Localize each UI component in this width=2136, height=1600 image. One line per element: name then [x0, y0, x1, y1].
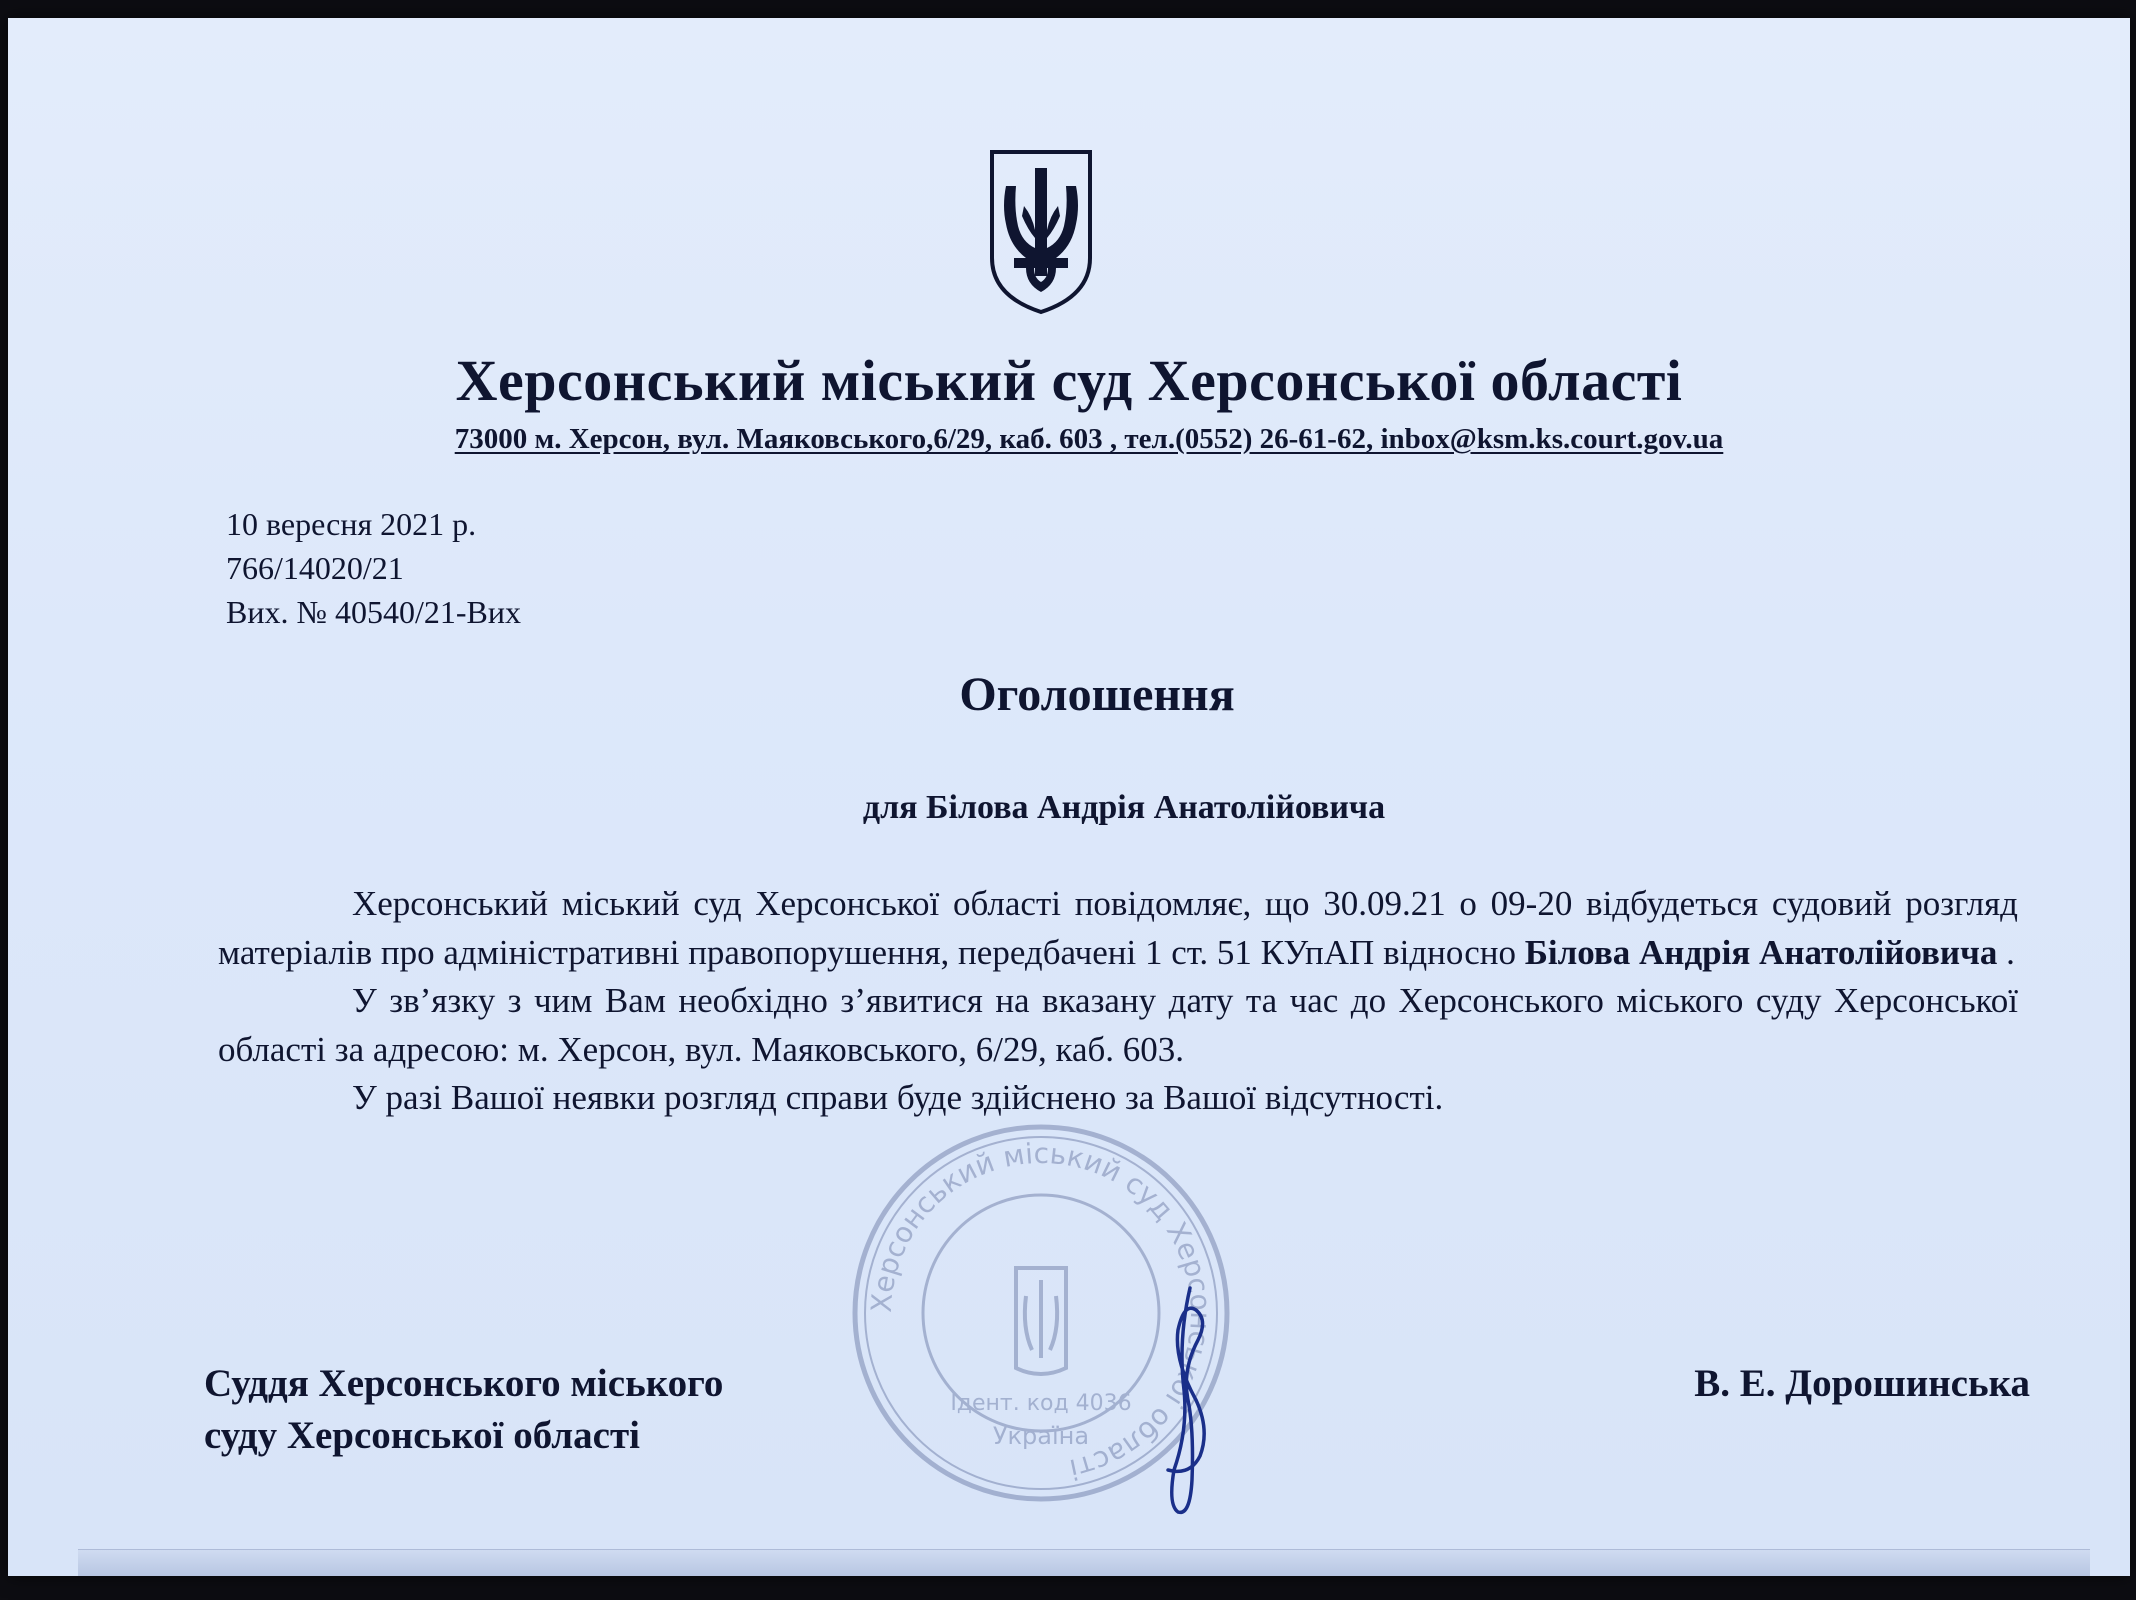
- paragraph-1-text: Херсонський міський суд Херсонської області повідомляє, що 30.09.21 о 09-20 відбудеться судовий розгляд матеріалів про адміністративні правопорушення, передбачені 1 ст. 51 КУпАП відносно: [218, 884, 2018, 972]
- stamp-inner-text: Ідент. код 4036: [950, 1391, 1132, 1416]
- notice-paragraph-3: У разі Вашої неявки розгляд справи буде здійснено за Вашої відсутності.: [352, 1078, 1444, 1117]
- signer-position-line-1: Суддя Херсонського міського: [204, 1362, 724, 1405]
- outgoing-number: Вих. № 40540/21-Вих: [226, 594, 522, 630]
- court-address-line: 73000 м. Херсон, вул. Маяковського,6/29, каб. 603 , тел.(0552) 26-61-62, inbox@ksm.ks.court.gov.ua: [454, 423, 1724, 455]
- notice-title: Оголошення: [959, 668, 1235, 721]
- notice-paragraph-1: [218, 880, 2018, 977]
- court-name-heading: Херсонський міський суд Херсонської області: [455, 348, 1683, 413]
- notice-paragraph-2: У зв’язку з чим Вам необхідно з’явитися на вказану дату та час до Херсонського міського суду Херсонської області за адресою: м. Херсон, вул. Маяковського, 6/29, каб. 603.: [218, 981, 2018, 1069]
- paper-stack-edge: [78, 1549, 2090, 1576]
- document-date: 10 вересня 2021 р.: [226, 506, 477, 542]
- document-meta: [226, 502, 521, 634]
- judge-name: В. Е. Дорошинська: [1694, 1362, 2030, 1405]
- paragraph-1-person-name: Білова Андрія Анатолійовича: [1524, 932, 1998, 972]
- paragraph-1-end: .: [1997, 932, 2015, 972]
- stamp-ring-text: Херсонський міський суд Херсонської області: [864, 1136, 1218, 1487]
- notice-addressee: для Білова Андрія Анатолійовича: [862, 789, 1386, 826]
- document-page: [8, 18, 2130, 1576]
- stamp-country-text: Україна: [992, 1422, 1090, 1450]
- signer-position-line-2: суду Херсонської області: [204, 1414, 640, 1457]
- case-number: 766/14020/21: [226, 550, 404, 586]
- coat-of-arms-trident-icon: [986, 146, 1096, 316]
- signer-position: [204, 1358, 723, 1462]
- notice-body: [218, 880, 2018, 1123]
- handwritten-signature: [1138, 1280, 1238, 1520]
